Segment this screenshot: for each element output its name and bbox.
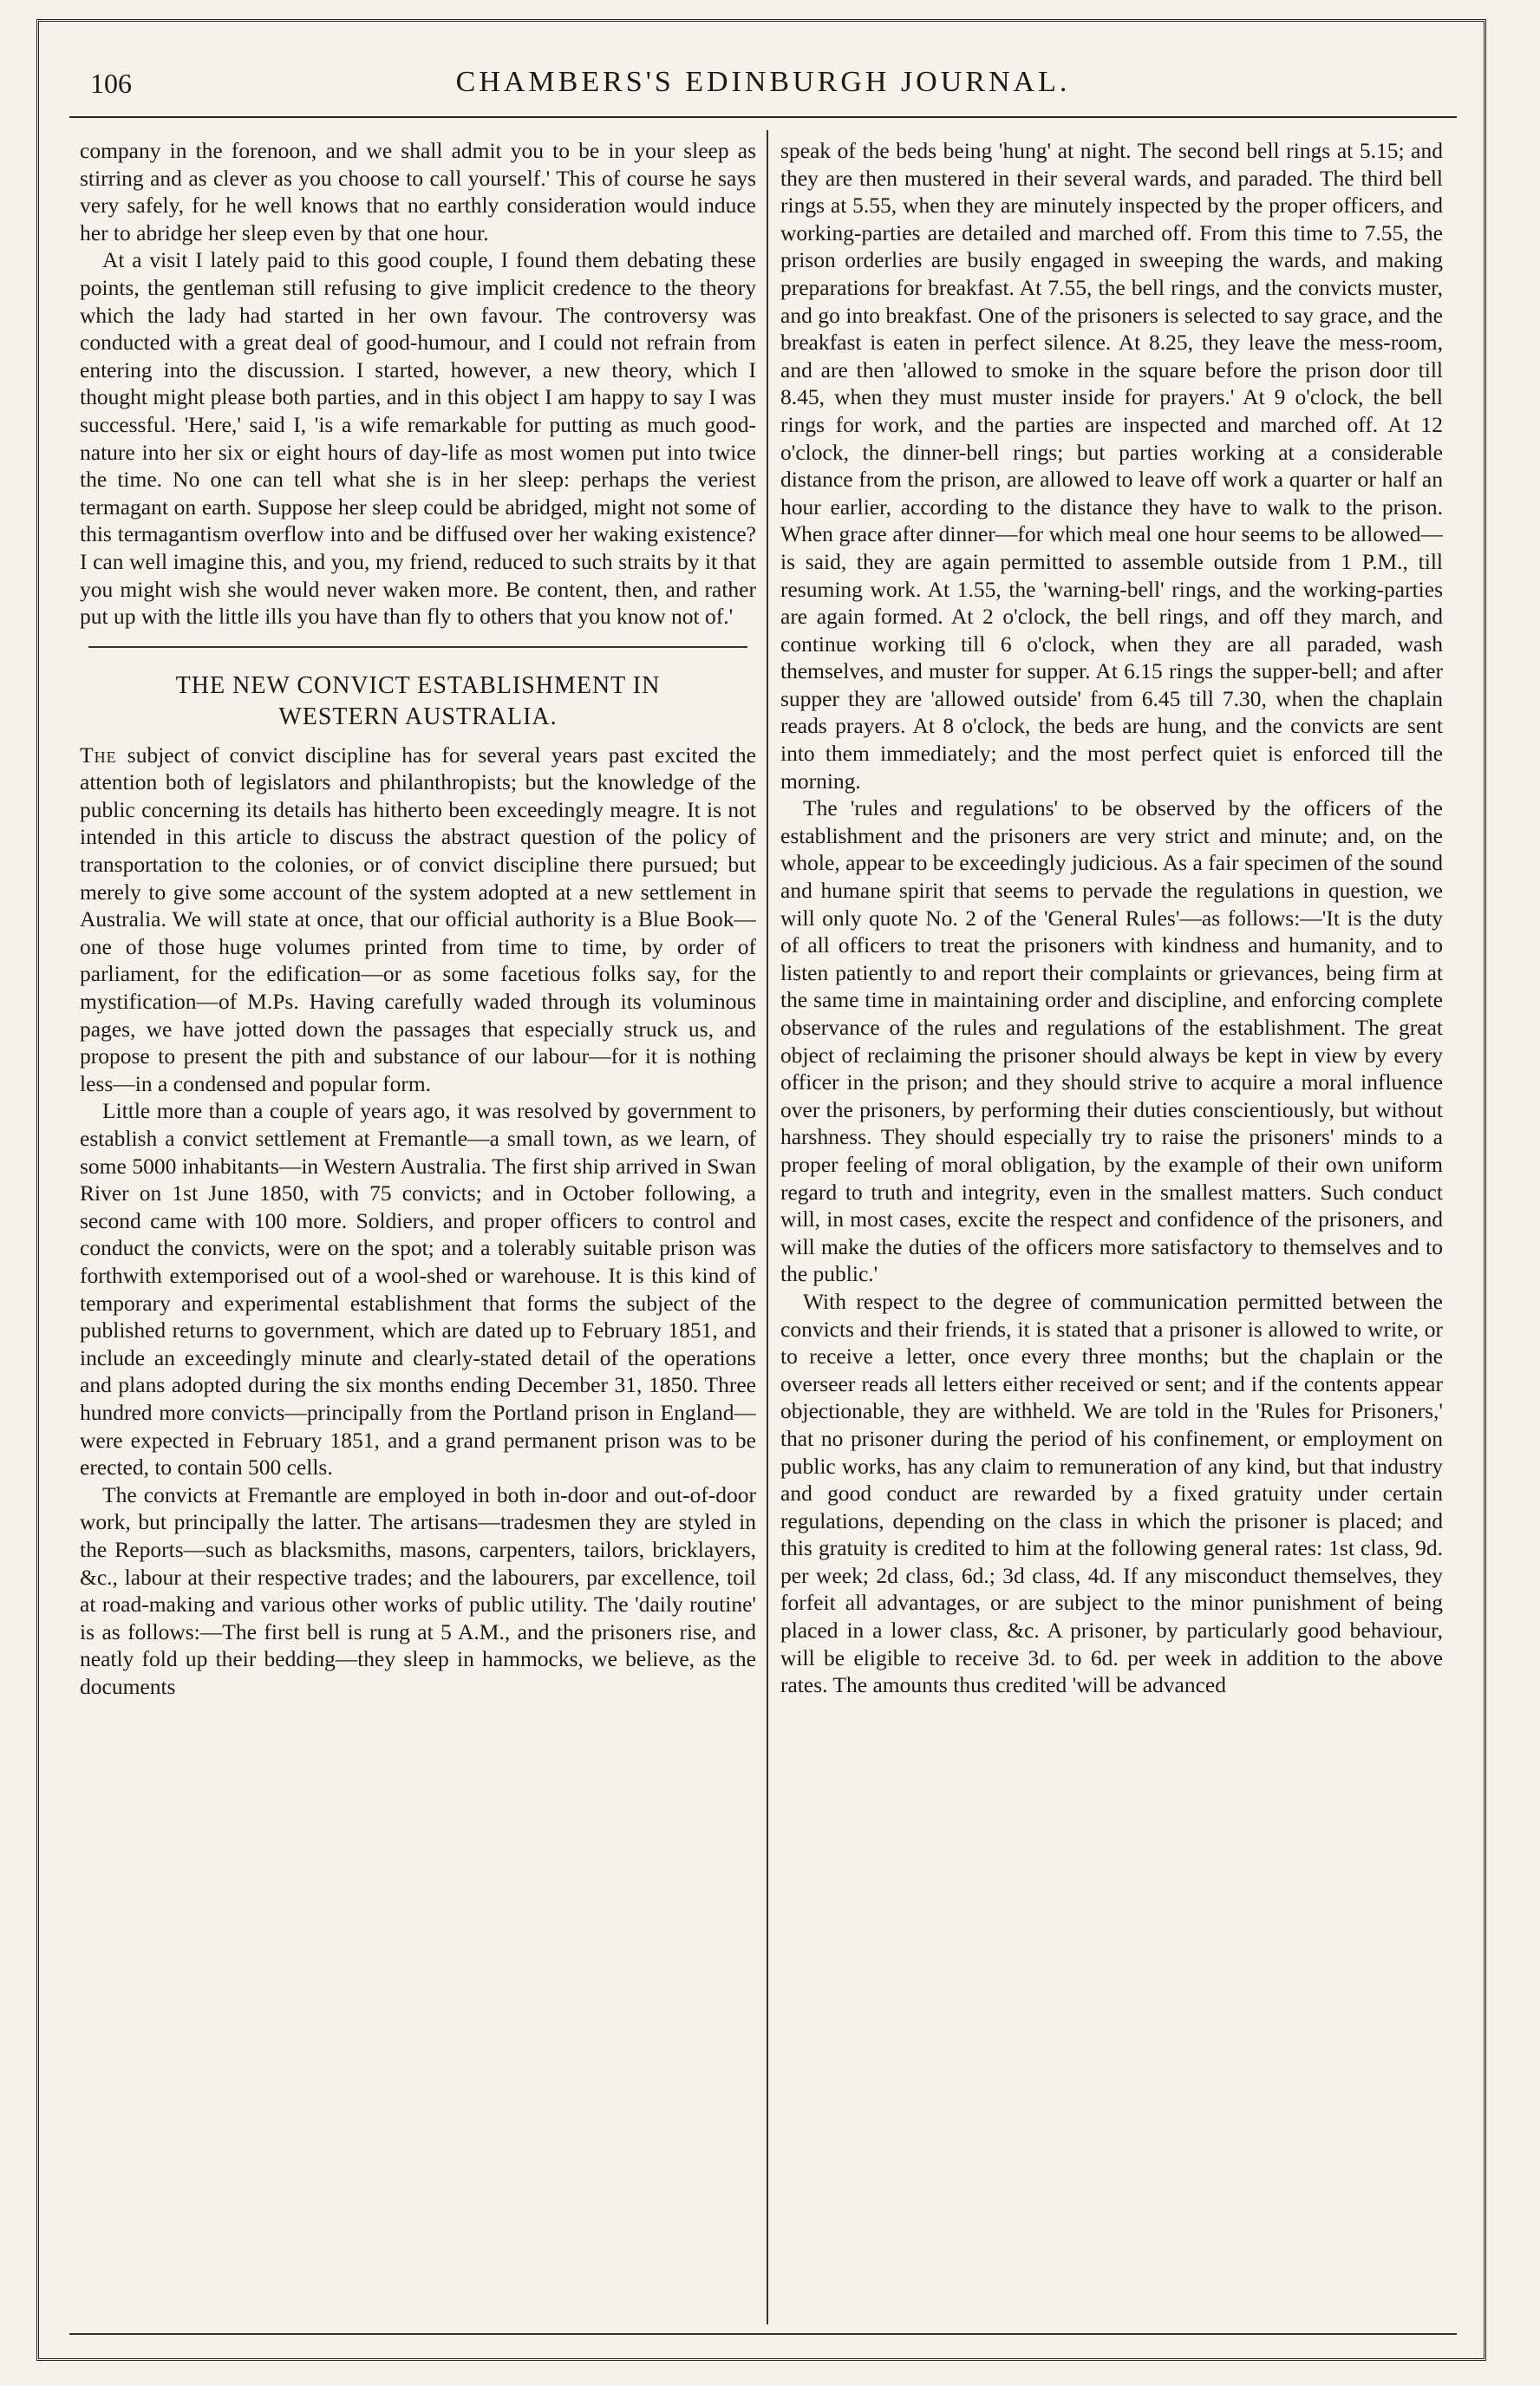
bottom-rule [69, 2333, 1457, 2335]
article-paragraph: speak of the beds being 'hung' at night. The second bell rings at 5.15; and they are then mustered in their several wards, and paraded. The third bell rings at 5.55, when they are minutely inspected by the proper officers, and working-parties are detailed and marched off. From this time to 7.55, the prison orderlies are busily engaged in sweeping the wards, and making preparations for breakfast. At 7.55, the bell rings, and the convicts muster, and go into breakfast. One of the prisoners is selected to say grace, and the breakfast is eaten in perfect silence. At 8.25, they leave the mess-room, and are then 'allowed to smoke in the square before the prison door till 8.45, when they must muster inside for prayers.' At 9 o'clock, the bell rings for work, and the parties are inspected and marched off. At 12 o'clock, the dinner-bell rings; but parties working at a considerable distance from the prison, are allowed to leave off work a quarter or half an hour earlier, according to the distance they have to walk to the prison. When grace after dinner—for which meal one hour seems to be allowed—is said, they are again permitted to assemble outside from 1 P.M., till resuming work. At 1.55, the 'warning-bell' rings, and the working-parties are again formed. At 2 o'clock, the bell rings, and off they march, and continue working till 6 o'clock, when they are all paraded, wash themselves, and muster for supper. At 6.15 rings the supper-bell; and after supper they are 'allowed outside' from 6.45 till 7.30, when the chaplain reads prayers. At 8 o'clock, the beds are hung, and the convicts are sent into them immediately; and the most perfect quiet is enforced till the morning. [780, 138, 1443, 794]
running-header [69, 54, 1457, 118]
article-paragraph: The 'rules and regulations' to be observed by the officers of the establishment and the prisoners are very strict and minute; and, on the whole, appear to be exceedingly judicious. As a fair specimen of the sound and humane spirit that seems to pervade the regulations in question, we will only quote No. 2 of the 'General Rules'—as follows:—'It is the duty of all officers to treat the prisoners with kindness and humanity, and to listen patiently to and report their complaints or grievances, being firm at the same time in maintaining order and discipline, and enforcing complete observance of the rules and regulations of the establishment. The great object of reclaiming the prisoner should always be kept in view by every officer in the prison; and they should strive to acquire a moral influence over the prisoners, by performing their duties conscientiously, but without harshness. They should especially try to raise the prisoners' minds to a proper feeling of moral obligation, by the example of their own uniform regard to truth and integrity, even in the smallest matters. Such conduct will, in most cases, excite the respect and confidence of the prisoners, and will make the duties of the officers more satisfactory to themselves and to the public.' [780, 795, 1443, 1287]
section-divider [88, 646, 747, 648]
continued-paragraph: company in the forenoon, and we shall admit you to be in your sleep as stirring and as clever as you choose to call yourself.' This of course he says very safely, for he well knows that no earthly consideration would induce her to abridge her sleep even by that one hour. [80, 138, 756, 245]
article-title [97, 670, 739, 733]
page-number: 106 [90, 68, 132, 99]
article-paragraph: The convicts at Fremantle are employed in both in-door and out-of-door work, but principally the latter. The artisans—tradesmen they are styled in the Reports—such as blacksmiths, masons, carpenters, tailors, bricklayers, &c., labour at their respective trades; and the labourers, par excellence, toil at road-making and various other works of public utility. The 'daily routine' is as follows:—The first bell is rung at 5 A.M., and the prisoners rise, and neatly fold up their bedding—they sleep in hammocks, we believe, as the documents [80, 1481, 756, 1699]
article-paragraph: Little more than a couple of years ago, it was resolved by government to establish a convict settlement at Fremantle—a small town, as we learn, of some 5000 inhabitants—in Western Australia. The first ship arrived in Swan River on 1st June 1850, with 75 convicts; and in October following, a second came with 100 more. Soldiers, and proper officers to control and conduct the convicts, were on the spot; and a tolerably suitable prison was forthwith extemporised out of a wool-shed or warehouse. It is this kind of temporary and experimental establishment that forms the subject of the published returns to government, which are dated up to February 1851, and include an exceedingly minute and clearly-stated detail of the operations and plans adopted during the six months ending December 31, 1850. Three hundred more convicts—principally from the Portland prison in England—were expected in February 1851, and a grand permanent prison was to be erected, to contain 500 cells. [80, 1098, 756, 1481]
right-column [780, 137, 1443, 2323]
article-paragraph: With respect to the degree of communication permitted between the convicts and their friends, it is stated that a prisoner is allowed to write, or to receive a letter, once every three months; but the chaplain or the overseer reads all letters either received or sent; and if the contents appear objectionable, they are withheld. We are told in the 'Rules for Prisoners,' that no prisoner during the period of his confinement, or employment on public works, has any claim to remuneration of any kind, but that industry and good conduct are rewarded by a fixed gratuity under certain regulations, depending on the class in which the prisoner is placed; and this gratuity is credited to him at the following general rates: 1st class, 9d. per week; 2d class, 6d.; 3d class, 4d. If any misconduct themselves, they forfeit all advantages, or are subject to the minor punishment of being placed in a lower class, &c. A prisoner, by particularly good behaviour, will be eligible to receive 3d. to 6d. per week in addition to the above rates. The amounts thus credited 'will be advanced [780, 1288, 1443, 1698]
continued-paragraph: At a visit I lately paid to this good couple, I found them debating these points, the gentleman still refusing to give implicit credence to the theory which the lady had started in her own favour. The controversy was conducted with a great deal of good-humour, and I could not refrain from entering into the discussion. I started, however, a new theory, which I thought might please both parties, and in this object I am happy to say I was successful. 'Here,' said I, 'is a wife remarkable for putting as much good-nature into her six or eight hours of day-life as most women put into twice the time. No one can tell what she is in her sleep: perhaps the veriest termagant on earth. Suppose her sleep could be abridged, might not some of this termagantism overflow into and be diffused over her waking existence? I can well imagine this, and you, my friend, reduced to such straits by it that you might wish she would never waken more. Be content, then, and rather put up with the little ills you have than fly to others that you know not of.' [80, 247, 756, 630]
article-paragraph-text: subject of convict discipline has for several years past excited the attention both of legislators and philanthropists; but the knowledge of the public concerning its details has hitherto been exceedingly meagre. It is not intended in this article to discuss the abstract question of the policy of transportation to the colonies, or of convict discipline there pursued; but merely to give some account of the system adopted at a new settlement in Australia. We will state at once, that our official authority is a Blue Book—one of those huge volumes printed from time to time, by order of parliament, for the edification—or as some facetious folks say, for the mystification—of M.Ps. Having carefully waded through its voluminous pages, we have jotted down the passages that especially struck us, and propose to present the pith and substance of our labour—for it is nothing less—in a condensed and popular form. [80, 742, 756, 1096]
left-column [80, 137, 756, 2323]
article-title-line: THE NEW CONVICT ESTABLISHMENT IN [175, 671, 661, 699]
journal-title: CHAMBERS'S EDINBURGH JOURNAL. [455, 66, 1071, 98]
column-divider [767, 130, 768, 2324]
article-title-line: WESTERN AUSTRALIA. [278, 703, 558, 730]
article-paragraph [80, 742, 756, 1098]
article-first-word: The [80, 742, 117, 768]
